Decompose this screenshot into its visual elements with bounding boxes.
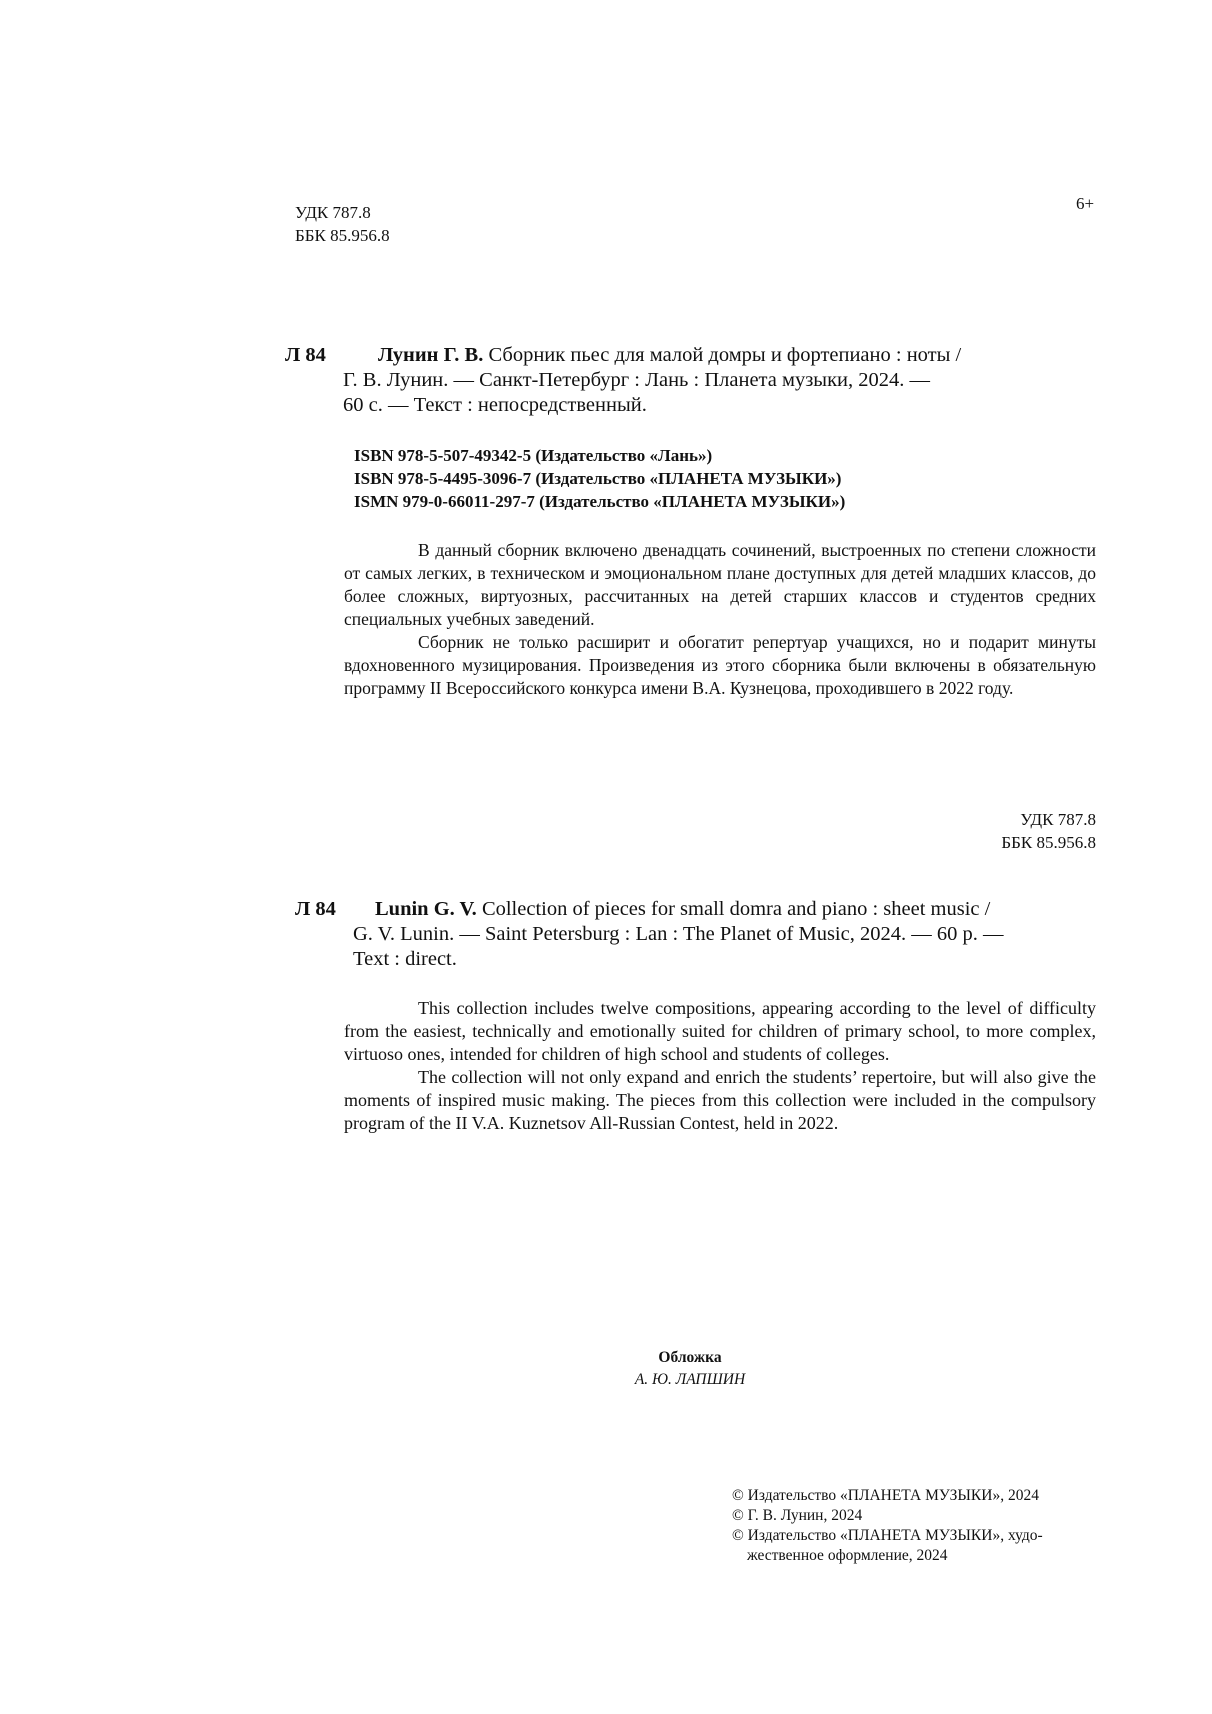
- cover-author: А. Ю. ЛАПШИН: [634, 1371, 746, 1388]
- isbn-lan: ISBN 978-5-507-49342-5 (Издательство «Лань»): [354, 446, 713, 465]
- abstract-ru-paragraph-1: В данный сборник включено двенадцать сочинений, выстроенных по степени сложности от самых легких, в техническом и эмоциональном плане доступных для детей младших классов, до более сложных, виртуозных, рассчитанных на детей старших классов и студентов средних специальных учебных заведений.: [344, 540, 1096, 629]
- entry-en-line-3: Text : direct.: [353, 948, 457, 970]
- entry-en-line-2: G. V. Lunin. — Saint Petersburg : Lan : The Planet of Music, 2024. — 60 p. —: [353, 923, 1004, 945]
- entry-text: [378, 343, 1095, 368]
- udk-code: УДК 787.8: [295, 203, 371, 222]
- classification-ru: [295, 201, 390, 247]
- isbn-planeta: ISBN 978-5-4495-3096-7 (Издательство «ПЛАНЕТА МУЗЫКИ»): [354, 469, 842, 488]
- entry-continuation: [343, 368, 1095, 418]
- age-rating: 6+: [1076, 194, 1095, 213]
- abstract-en-paragraph-2: The collection will not only expand and enrich the students’ repertoire, but will also give the moments of inspired music making. The pieces from this collection were included in the compulsory program of the II V.A. Kuznetsov All-Russian Contest, held in 2022.: [344, 1067, 1096, 1133]
- udk-code-en: УДК 787.8: [1020, 810, 1096, 829]
- bibliographic-entry-ru: [285, 343, 1095, 418]
- bbk-code: ББК 85.956.8: [295, 226, 390, 245]
- abstract-ru: [344, 539, 1096, 700]
- cover-credit: [560, 1347, 820, 1391]
- author-code: Л 84: [285, 344, 326, 366]
- copyright-line-2: © Г. В. Лунин, 2024: [732, 1507, 863, 1524]
- bbk-code-en: ББК 85.956.8: [1001, 833, 1096, 852]
- abstract-en-paragraph-1: This collection includes twelve compositions, appearing according to the level of difficulty from the easiest, technically and emotionally suited for children of primary school, to more complex, virtuoso ones, intended for children of high school and students of colleges.: [344, 998, 1096, 1064]
- copyright-line-4: жественное оформление, 2024: [747, 1547, 948, 1564]
- entry-title-en: Collection of pieces for small domra and piano : sheet music /: [481, 898, 991, 920]
- author-code-en: Л 84: [295, 898, 336, 920]
- copyright-block: [732, 1486, 1043, 1566]
- entry-line-3: 60 с. — Текст : непосредственный.: [343, 394, 647, 416]
- cover-title: Обложка: [658, 1349, 722, 1366]
- abstract-en: [344, 997, 1096, 1135]
- ismn-planeta: ISMN 979-0-66011-297-7 (Издательство «ПЛАНЕТА МУЗЫКИ»): [354, 492, 846, 511]
- entry-author-en: Lunin G. V.: [375, 898, 477, 920]
- entry-author: Лунин Г. В.: [378, 344, 484, 366]
- entry-text-en: [375, 897, 1095, 922]
- entry-continuation-en: [353, 922, 1095, 972]
- bibliographic-entry-en: [295, 897, 1095, 972]
- abstract-ru-paragraph-2: Сборник не только расширит и обогатит репертуар учащихся, но и подарит минуты вдохновенного музицирования. Произведения из этого сборника были включены в обязательную программу II Всероссийского конкурса имени В.А. Кузнецова, проходившего в 2022 году.: [344, 632, 1096, 698]
- entry-line-2: Г. В. Лунин. — Санкт-Петербург : Лань : Планета музыки, 2024. —: [343, 369, 931, 391]
- classification-en: [1001, 808, 1096, 854]
- isbn-list: [354, 444, 845, 513]
- copyright-line-3: © Издательство «ПЛАНЕТА МУЗЫКИ», худо-: [732, 1527, 1043, 1544]
- copyright-line-1: © Издательство «ПЛАНЕТА МУЗЫКИ», 2024: [732, 1487, 1039, 1504]
- entry-title: Сборник пьес для малой домры и фортепиано : ноты /: [488, 344, 962, 366]
